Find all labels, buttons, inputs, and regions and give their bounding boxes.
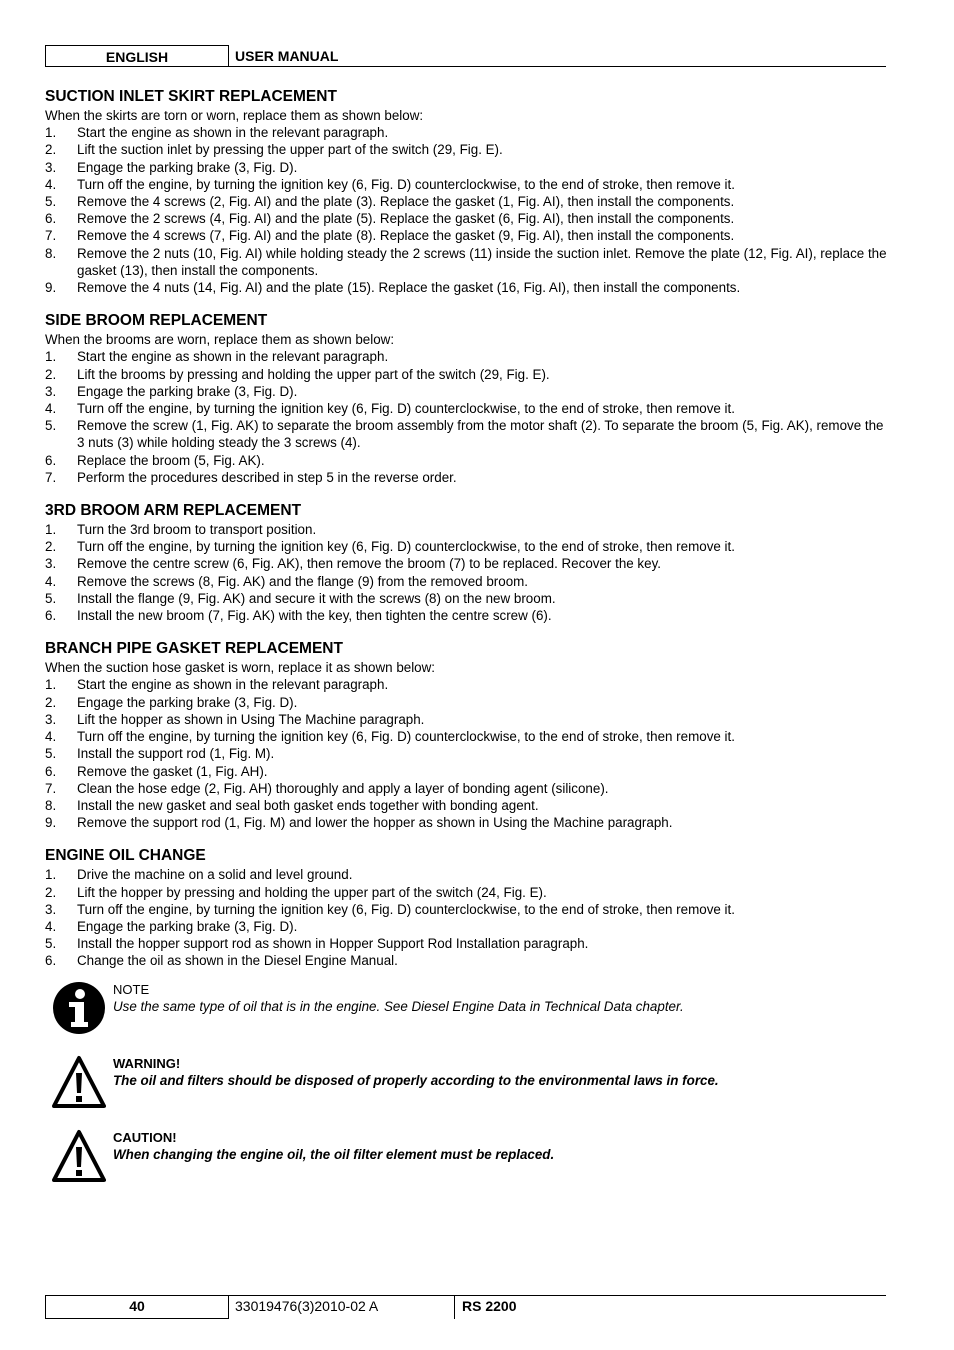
step-item xyxy=(45,918,890,935)
step-item xyxy=(45,400,890,417)
step-number: 5. xyxy=(45,746,57,762)
step-text: Install the flange (9, Fig. AK) and secure it with the screws (8) on the new broom. xyxy=(77,590,556,606)
step-item xyxy=(45,417,890,451)
section xyxy=(45,846,890,969)
step-item xyxy=(45,469,890,486)
step-number: 8. xyxy=(45,245,57,261)
section-title: ENGINE OIL CHANGE xyxy=(45,847,206,865)
step-text: Install the hopper support rod as shown in Hopper Support Rod Installation paragraph. xyxy=(77,936,589,952)
step-text: Engage the parking brake (3, Fig. D). xyxy=(77,918,298,934)
step-number: 2. xyxy=(45,142,57,158)
step-item xyxy=(45,590,890,607)
step-number: 4. xyxy=(45,401,57,417)
sections-container xyxy=(45,87,890,970)
step-item xyxy=(45,763,890,780)
warning-icon xyxy=(52,1055,106,1109)
language-label: ENGLISH xyxy=(45,45,229,67)
step-text: Remove the 2 screws (4, Fig. AI) and the plate (5). Replace the gasket (6, Fig. AI), then install the components. xyxy=(77,211,735,227)
step-item xyxy=(45,901,890,918)
step-text: Start the engine as shown in the relevant paragraph. xyxy=(77,125,389,141)
section xyxy=(45,87,890,296)
step-text: Lift the suction inlet by pressing the upper part of the switch (29, Fig. E). xyxy=(77,142,503,158)
caution-icon xyxy=(52,1129,106,1183)
document-code: 33019476(3)2010-02 A xyxy=(235,1298,379,1314)
step-number: 2. xyxy=(45,366,57,382)
step-item xyxy=(45,124,890,141)
step-number: 9. xyxy=(45,280,57,296)
step-number: 1. xyxy=(45,125,57,141)
step-item xyxy=(45,193,890,210)
step-number: 5. xyxy=(45,936,57,952)
step-number: 6. xyxy=(45,763,57,779)
step-number: 1. xyxy=(45,867,57,883)
step-item xyxy=(45,141,890,158)
step-number: 7. xyxy=(45,780,57,796)
page-header xyxy=(45,45,886,67)
step-number: 5. xyxy=(45,418,57,434)
step-item xyxy=(45,676,890,693)
step-number: 4. xyxy=(45,573,57,589)
info-icon xyxy=(52,981,106,1035)
step-number: 3. xyxy=(45,901,57,917)
step-text: Remove the 4 screws (2, Fig. AI) and the plate (3). Replace the gasket (1, Fig. AI), then install the components. xyxy=(77,194,735,210)
step-text: Start the engine as shown in the relevant paragraph. xyxy=(77,349,389,365)
step-text: Lift the hopper as shown in Using The Machine paragraph. xyxy=(77,711,425,727)
step-number: 5. xyxy=(45,590,57,606)
step-item xyxy=(45,348,890,365)
warning-notice xyxy=(45,1055,890,1125)
step-item xyxy=(45,780,890,797)
step-text: Perform the procedures described in step 5 in the reverse order. xyxy=(77,469,457,485)
step-text: Remove the 2 nuts (10, Fig. AI) while holding steady the 2 screws (11) inside the suction inlet. Remove the plate (12, Fig. AI), replace the gasket (13), then install the components. xyxy=(77,245,887,278)
step-text: Engage the parking brake (3, Fig. D). xyxy=(77,694,298,710)
page-content xyxy=(45,87,890,1199)
section xyxy=(45,501,890,624)
step-text: Remove the screws (8, Fig. AK) and the flange (9) from the removed broom. xyxy=(77,573,529,589)
step-item xyxy=(45,210,890,227)
step-text: Engage the parking brake (3, Fig. D). xyxy=(77,159,298,175)
step-number: 7. xyxy=(45,228,57,244)
step-list xyxy=(45,348,890,486)
step-text: Start the engine as shown in the relevant paragraph. xyxy=(77,677,389,693)
step-item xyxy=(45,884,890,901)
step-text: Lift the hopper by pressing and holding the upper part of the switch (24, Fig. E). xyxy=(77,884,547,900)
step-text: Remove the screw (1, Fig. AK) to separate the broom assembly from the motor shaft (2). To separate the broom (5, Fig. AK), remove the 3 nuts (3) while holding steady the 3 screws (4). xyxy=(77,418,884,451)
section-title: SUCTION INLET SKIRT REPLACEMENT xyxy=(45,88,337,105)
note-text: Use the same type of oil that is in the engine. See Diesel Engine Data in Technical Data chapter. xyxy=(113,998,684,1014)
step-item xyxy=(45,745,890,762)
header-rule xyxy=(45,66,886,67)
step-item xyxy=(45,538,890,555)
step-number: 1. xyxy=(45,522,57,538)
step-text: Install the new broom (7, Fig. AK) with the key, then tighten the centre screw (6). xyxy=(77,608,552,624)
step-number: 3. xyxy=(45,711,57,727)
section-title: SIDE BROOM REPLACEMENT xyxy=(45,312,268,330)
step-number: 2. xyxy=(45,694,57,710)
warning-label: WARNING! xyxy=(113,1055,181,1071)
section xyxy=(45,639,890,831)
step-number: 2. xyxy=(45,539,57,555)
step-item xyxy=(45,383,890,400)
step-list xyxy=(45,124,890,296)
step-item xyxy=(45,711,890,728)
section-intro: When the skirts are torn or worn, replace them as shown below: xyxy=(45,108,424,123)
step-number: 4. xyxy=(45,918,57,934)
step-list xyxy=(45,676,890,831)
step-item xyxy=(45,227,890,244)
caution-label: CAUTION! xyxy=(113,1129,177,1145)
manual-title: USER MANUAL xyxy=(235,48,339,64)
step-text: Remove the centre screw (6, Fig. AK), then remove the broom (7) to be replaced. Recover the key. xyxy=(77,556,661,572)
step-text: Install the new gasket and seal both gasket ends together with bonding agent. xyxy=(77,797,539,813)
step-number: 5. xyxy=(45,194,57,210)
page-number: 40 xyxy=(45,1295,229,1319)
step-number: 4. xyxy=(45,176,57,192)
step-item xyxy=(45,573,890,590)
step-item xyxy=(45,452,890,469)
step-text: Drive the machine on a solid and level ground. xyxy=(77,867,353,883)
step-text: Turn off the engine, by turning the ignition key (6, Fig. D) counterclockwise, to the end of stroke, then remove it. xyxy=(77,901,735,917)
step-item xyxy=(45,952,890,969)
step-item xyxy=(45,694,890,711)
section-intro: When the suction hose gasket is worn, replace it as shown below: xyxy=(45,660,436,676)
step-text: Remove the 4 nuts (14, Fig. AI) and the plate (15). Replace the gasket (16, Fig. AI), then install the components. xyxy=(77,280,741,296)
step-number: 3. xyxy=(45,383,57,399)
step-item xyxy=(45,797,890,814)
step-item xyxy=(45,866,890,883)
step-text: Remove the gasket (1, Fig. AH). xyxy=(77,763,268,779)
step-item xyxy=(45,176,890,193)
step-item xyxy=(45,159,890,176)
step-item xyxy=(45,245,890,279)
section-title: 3RD BROOM ARM REPLACEMENT xyxy=(45,502,302,520)
step-text: Change the oil as shown in the Diesel Engine Manual. xyxy=(77,953,398,969)
step-number: 1. xyxy=(45,677,57,693)
step-item xyxy=(45,814,890,831)
caution-text: When changing the engine oil, the oil filter element must be replaced. xyxy=(113,1146,555,1162)
footer-separator xyxy=(454,1295,455,1319)
note-notice xyxy=(45,981,890,1051)
step-number: 1. xyxy=(45,349,57,365)
section-title: BRANCH PIPE GASKET REPLACEMENT xyxy=(45,640,343,658)
step-text: Clean the hose edge (2, Fig. AH) thoroughly and apply a layer of bonding agent (silicone). xyxy=(77,780,609,796)
step-item xyxy=(45,521,890,538)
step-text: Lift the brooms by pressing and holding the upper part of the switch (29, Fig. E). xyxy=(77,366,550,382)
step-list xyxy=(45,866,890,969)
step-number: 6. xyxy=(45,608,57,624)
step-number: 9. xyxy=(45,815,57,831)
step-text: Turn off the engine, by turning the ignition key (6, Fig. D) counterclockwise, to the end of stroke, then remove it. xyxy=(77,729,735,745)
step-text: Engage the parking brake (3, Fig. D). xyxy=(77,383,298,399)
step-text: Install the support rod (1, Fig. M). xyxy=(77,746,275,762)
step-text: Turn the 3rd broom to transport position. xyxy=(77,522,317,538)
step-item xyxy=(45,607,890,624)
section xyxy=(45,311,890,486)
step-item xyxy=(45,728,890,745)
section-intro: When the brooms are worn, replace them as shown below: xyxy=(45,332,395,348)
page-footer xyxy=(45,1295,886,1319)
step-number: 3. xyxy=(45,556,57,572)
warning-text: The oil and filters should be disposed of properly according to the environmental laws in force. xyxy=(113,1072,719,1088)
note-label: NOTE xyxy=(113,981,150,997)
step-number: 2. xyxy=(45,884,57,900)
step-number: 6. xyxy=(45,452,57,468)
step-text: Turn off the engine, by turning the ignition key (6, Fig. D) counterclockwise, to the end of stroke, then remove it. xyxy=(77,401,735,417)
step-text: Turn off the engine, by turning the ignition key (6, Fig. D) counterclockwise, to the end of stroke, then remove it. xyxy=(77,176,735,192)
caution-notice xyxy=(45,1129,890,1199)
step-text: Replace the broom (5, Fig. AK). xyxy=(77,452,265,468)
step-text: Remove the support rod (1, Fig. M) and lower the hopper as shown in Using the Machine paragraph. xyxy=(77,815,673,831)
step-number: 6. xyxy=(45,211,57,227)
step-number: 6. xyxy=(45,953,57,969)
step-item xyxy=(45,935,890,952)
step-number: 7. xyxy=(45,469,57,485)
step-text: Turn off the engine, by turning the ignition key (6, Fig. D) counterclockwise, to the end of stroke, then remove it. xyxy=(77,539,735,555)
step-text: Remove the 4 screws (7, Fig. AI) and the plate (8). Replace the gasket (9, Fig. AI), then install the components. xyxy=(77,228,735,244)
step-number: 3. xyxy=(45,159,57,175)
step-item xyxy=(45,279,890,296)
step-item xyxy=(45,555,890,572)
step-list xyxy=(45,521,890,624)
step-number: 8. xyxy=(45,797,57,813)
model-name: RS 2200 xyxy=(462,1298,517,1314)
step-number: 4. xyxy=(45,729,57,745)
step-item xyxy=(45,366,890,383)
